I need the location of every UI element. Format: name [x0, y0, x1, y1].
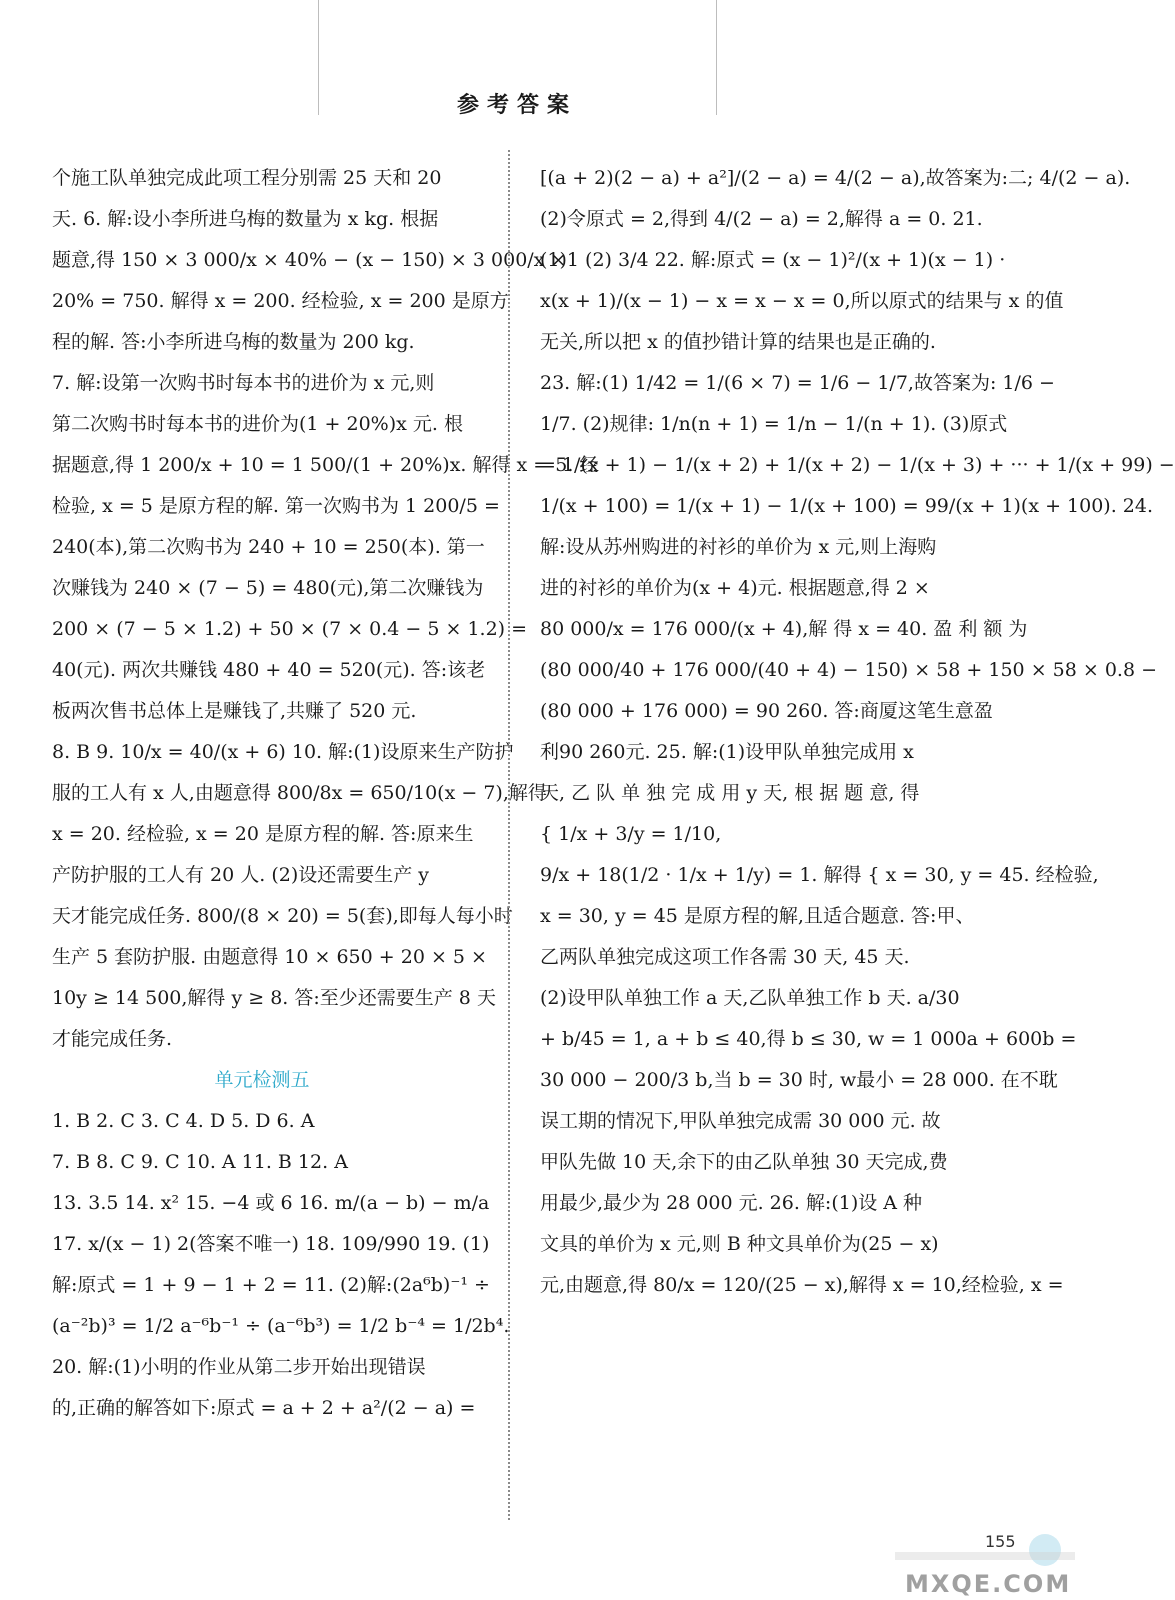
right-column-line: 进的衬衫的单价为(x + 4)元. 根据题意,得 2 ×: [540, 577, 930, 599]
right-column-line: = 1/(x + 1) − 1/(x + 2) + 1/(x + 2) − 1/(x + 3) + ··· + 1/(x + 99) −: [540, 454, 1175, 476]
left-column-line: 生产 5 套防护服. 由题意得 10 × 650 + 20 × 5 ×: [52, 946, 487, 968]
left-column-line: 20. 解:(1)小明的作业从第二步开始出现错误: [52, 1356, 426, 1378]
right-column-line: 误工期的情况下,甲队单独完成需 30 000 元. 故: [540, 1110, 941, 1132]
right-column-line: 1/7. (2)规律: 1/n(n + 1) = 1/n − 1/(n + 1). (3)原式: [540, 413, 1008, 435]
right-column-line: x(x + 1)/(x − 1) − x = x − x = 0,所以原式的结果与 x 的值: [540, 290, 1064, 312]
page-title: 参考答案: [456, 93, 577, 118]
left-column-line: 服的工人有 x 人,由题意得 800/8x = 650/10(x − 7),解得: [52, 782, 547, 804]
left-column-line: 程的解. 答:小李所进乌梅的数量为 200 kg.: [52, 331, 415, 353]
left-column-line: 解:原式 = 1 + 9 − 1 + 2 = 11. (2)解:(2a⁶b)⁻¹ ÷: [52, 1274, 490, 1296]
right-column: [540, 158, 1175, 1306]
right-column-line: 用最少,最少为 28 000 元. 26. 解:(1)设 A 种: [540, 1192, 923, 1214]
left-column-line: (a⁻²b)³ = 1/2 a⁻⁶b⁻¹ ÷ (a⁻⁶b³) = 1/2 b⁻⁴ = 1/2b⁴.: [52, 1315, 510, 1337]
right-column-line: + b/45 = 1, a + b ≤ 40,得 b ≤ 30, w = 1 000a + 600b =: [540, 1028, 1077, 1050]
right-column-line: 80 000/x = 176 000/(x + 4),解 得 x = 40. 盈 利 额 为: [540, 618, 1028, 640]
left-column-line: 40(元). 两次共赚钱 480 + 40 = 520(元). 答:该老: [52, 659, 486, 681]
left-column-line: 17. x/(x − 1) 2(答案不唯一) 18. 109/990 19. (1): [52, 1233, 490, 1255]
right-column-line: (2)令原式 = 2,得到 4/(2 − a) = 2,解得 a = 0. 21.: [540, 208, 983, 230]
watermark-text: MXQE.COM: [905, 1570, 1072, 1598]
right-column-line: 1/(x + 100) = 1/(x + 1) − 1/(x + 100) = 99/(x + 1)(x + 100). 24.: [540, 495, 1154, 517]
right-column-line: 元,由题意,得 80/x = 120/(25 − x),解得 x = 10,经检验, x =: [540, 1274, 1064, 1296]
right-column-line: 9/x + 18(1/2 · 1/x + 1/y) = 1. 解得 { x = 30, y = 45. 经检验,: [540, 864, 1099, 886]
left-column-line: 天才能完成任务. 800/(8 × 20) = 5(套),即每人每小时: [52, 905, 513, 927]
left-column-line: 天. 6. 解:设小李所进乌梅的数量为 x kg. 根据: [52, 208, 439, 230]
right-column-line: 利90 260元. 25. 解:(1)设甲队单独完成用 x: [540, 741, 914, 763]
right-column-line: (1)1 (2) 3/4 22. 解:原式 = (x − 1)²/(x + 1)(x − 1) ·: [540, 249, 1006, 271]
left-column-line: 第二次购书时每本书的进价为(1 + 20%)x 元. 根: [52, 413, 463, 435]
section-title: 单元检测五: [214, 1069, 310, 1091]
left-column-line: 产防护服的工人有 20 人. (2)设还需要生产 y: [52, 864, 430, 886]
left-column-line: 据题意,得 1 200/x + 10 = 1 500/(1 + 20%)x. 解得 x = 5. 经: [52, 454, 599, 476]
right-column-line: 文具的单价为 x 元,则 B 种文具单价为(25 − x): [540, 1233, 939, 1255]
left-column-line: 板两次售书总体上是赚钱了,共赚了 520 元.: [52, 700, 417, 722]
right-column-line: 解:设从苏州购进的衬衫的单价为 x 元,则上海购: [540, 536, 937, 558]
left-column-line: 8. B 9. 10/x = 40/(x + 6) 10. 解:(1)设原来生产防护: [52, 741, 514, 763]
right-column-line: x = 30, y = 45 是原方程的解,且适合题意. 答:甲、: [540, 905, 975, 927]
left-column-line: 240(本),第二次购书为 240 + 10 = 250(本). 第一: [52, 536, 485, 558]
right-column-line: 23. 解:(1) 1/42 = 1/(6 × 7) = 1/6 − 1/7,故答案为: 1/6 −: [540, 372, 1055, 394]
left-column-line: 200 × (7 − 5 × 1.2) + 50 × (7 × 0.4 − 5 × 1.2) =: [52, 618, 528, 640]
right-column-line: (80 000 + 176 000) = 90 260. 答:商厦这笔生意盈: [540, 700, 993, 722]
page-number: 155: [985, 1532, 1016, 1551]
left-column-line: 检验, x = 5 是原方程的解. 第一次购书为 1 200/5 =: [52, 495, 500, 517]
left-column-line: 才能完成任务.: [52, 1028, 173, 1050]
header-rule-right: [716, 0, 717, 115]
right-column-line: [(a + 2)(2 − a) + a²]/(2 − a) = 4/(2 − a),故答案为:二; 4/(2 − a).: [540, 167, 1131, 189]
left-column-line: x = 20. 经检验, x = 20 是原方程的解. 答:原来生: [52, 823, 474, 845]
left-column-line: 13. 3.5 14. x² 15. −4 或 6 16. m/(a − b) − m/a: [52, 1192, 490, 1214]
right-column-line: 乙两队单独完成这项工作各需 30 天, 45 天.: [540, 946, 910, 968]
left-column-line: 个施工队单独完成此项工程分别需 25 天和 20: [52, 167, 442, 189]
left-column-line: 的,正确的解答如下:原式 = a + 2 + a²/(2 − a) =: [52, 1397, 476, 1419]
left-column-line: 7. 解:设第一次购书时每本书的进价为 x 元,则: [52, 372, 435, 394]
left-column-line: 20% = 750. 解得 x = 200. 经检验, x = 200 是原方: [52, 290, 509, 312]
left-column-line: 7. B 8. C 9. C 10. A 11. B 12. A: [52, 1151, 348, 1173]
right-column-line: 30 000 − 200/3 b,当 b = 30 时, w最小 = 28 000. 在不耽: [540, 1069, 1058, 1091]
right-column-line: 无关,所以把 x 的值抄错计算的结果也是正确的.: [540, 331, 936, 353]
left-column-line: 题意,得 150 × 3 000/x × 40% − (x − 150) × 3 000/x ×: [52, 249, 567, 271]
right-column-line: { 1/x + 3/y = 1/10,: [540, 823, 722, 845]
right-column-line: 天, 乙 队 单 独 完 成 用 y 天, 根 据 题 意, 得: [540, 782, 920, 804]
right-column-line: (80 000/40 + 176 000/(40 + 4) − 150) × 58 + 150 × 58 × 0.8 −: [540, 659, 1157, 681]
column-divider: [508, 150, 510, 1520]
right-column-line: (2)设甲队单独工作 a 天,乙队单独工作 b 天. a/30: [540, 987, 960, 1009]
left-column-line: 1. B 2. C 3. C 4. D 5. D 6. A: [52, 1110, 315, 1132]
left-column-line: 10y ≥ 14 500,解得 y ≥ 8. 答:至少还需要生产 8 天: [52, 987, 496, 1009]
left-column: [52, 158, 599, 1429]
left-column-line: 次赚钱为 240 × (7 − 5) = 480(元),第二次赚钱为: [52, 577, 484, 599]
right-column-line: 甲队先做 10 天,余下的由乙队单独 30 天完成,费: [540, 1151, 948, 1173]
